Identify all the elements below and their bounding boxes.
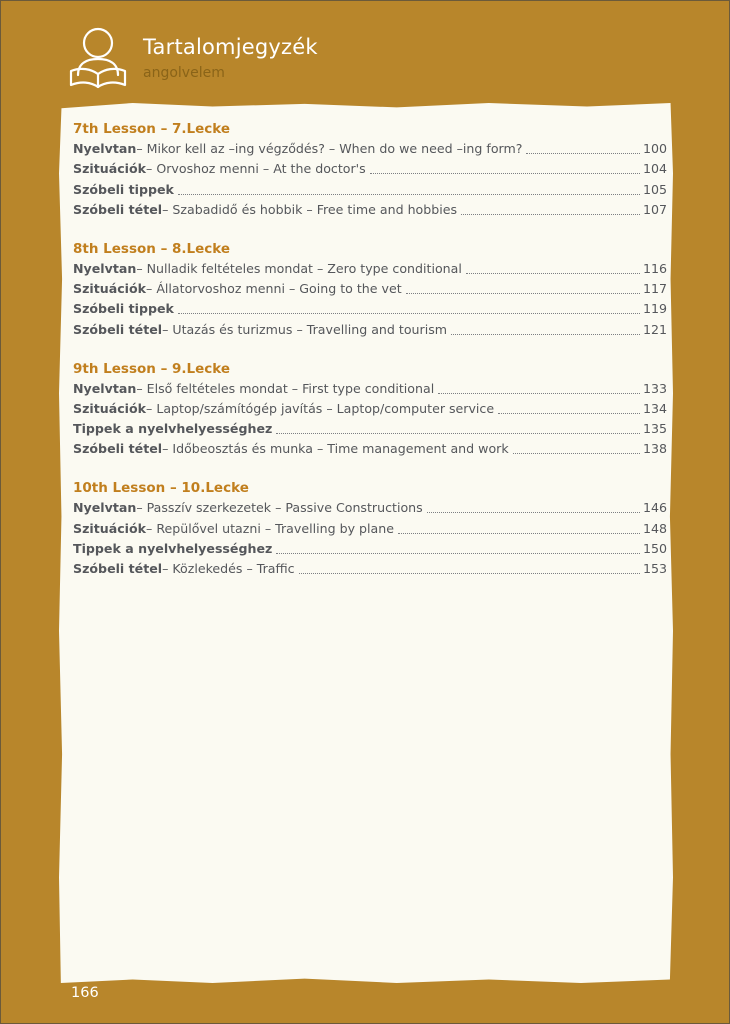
entry-label: Nyelvtan <box>73 260 137 276</box>
lesson-section <box>73 239 667 340</box>
entry-label: Nyelvtan <box>73 500 137 516</box>
toc-entry <box>73 399 667 419</box>
dot-leader <box>370 173 640 174</box>
toc-entry <box>73 159 667 179</box>
entry-text: – Közlekedés – Traffic <box>162 561 295 576</box>
entry-text: – Mikor kell az –ing végződés? – When do we need –ing form? <box>136 141 523 157</box>
entry-label: Szituációk <box>73 520 147 536</box>
page-number-ref: 153 <box>642 561 667 576</box>
entry-text: – Repülővel utazni – Travelling by plane <box>146 520 394 536</box>
page-number-ref: 117 <box>642 281 667 297</box>
page-number-ref: 135 <box>642 421 667 437</box>
toc-entry <box>73 498 667 518</box>
dot-leader <box>178 194 640 195</box>
dot-leader <box>398 533 640 534</box>
dot-leader <box>526 153 640 154</box>
table-of-contents <box>73 119 667 598</box>
toc-entry <box>73 179 667 199</box>
toc-entry <box>73 559 667 579</box>
dot-leader <box>466 273 640 274</box>
page-number-ref: 116 <box>642 260 667 276</box>
reading-person-icon <box>65 25 131 91</box>
page-number-ref: 134 <box>642 400 667 416</box>
entry-label: Szóbeli tétel <box>73 441 163 457</box>
page-number-ref: 105 <box>642 181 667 197</box>
brand-name: angolvelem <box>143 65 225 81</box>
toc-entry <box>73 299 667 319</box>
entry-label: Nyelvtan <box>73 380 137 396</box>
entry-label: Tippek a nyelvhelyességhez <box>73 421 273 437</box>
page-number-ref: 133 <box>642 380 667 396</box>
dot-leader <box>406 293 640 294</box>
entry-text: – Passzív szerkezetek – Passive Constructions <box>136 500 423 516</box>
toc-entry <box>73 439 667 459</box>
section-title: 10th Lesson – 10.Lecke <box>73 480 249 497</box>
toc-entry <box>73 379 667 399</box>
entry-label: Szóbeli tippek <box>73 301 174 317</box>
dot-leader <box>451 334 640 335</box>
entry-label: Szóbeli tippek <box>73 181 174 197</box>
entry-label: Tippek a nyelvhelyességhez <box>73 540 273 556</box>
lesson-section <box>73 359 667 460</box>
dot-leader <box>276 433 640 434</box>
entry-label: Szóbeli tétel <box>73 201 163 217</box>
section-title: 8th Lesson – 8.Lecke <box>73 240 231 257</box>
page-number-ref: 104 <box>642 161 667 177</box>
page-number-ref: 150 <box>642 540 667 556</box>
toc-entry <box>73 319 667 339</box>
page-number: 166 <box>71 985 99 1001</box>
toc-entry <box>73 279 667 299</box>
page-title: Tartalomjegyzék <box>143 35 318 59</box>
page-number-ref: 148 <box>642 520 667 536</box>
page-number-ref: 100 <box>642 141 667 157</box>
entry-text: – Laptop/számítógép javítás – Laptop/computer service <box>146 400 495 416</box>
dot-leader <box>438 393 640 394</box>
dot-leader <box>178 313 640 314</box>
toc-entry <box>73 518 667 538</box>
page-number-ref: 107 <box>642 201 667 217</box>
lesson-section <box>73 478 667 579</box>
entry-text: – Első feltételes mondat – First type conditional <box>136 380 435 396</box>
lesson-section <box>73 119 667 220</box>
entry-label: Szituációk <box>73 281 147 297</box>
entry-label: Szituációk <box>73 400 147 416</box>
page-number-ref: 146 <box>642 500 667 516</box>
dot-leader <box>461 214 640 215</box>
entry-text: – Szabadidő és hobbik – Free time and hobbies <box>162 201 458 217</box>
dot-leader <box>498 413 640 414</box>
entry-text: – Orvoshoz menni – At the doctor's <box>146 161 366 177</box>
dot-leader <box>299 573 640 574</box>
toc-entry <box>73 259 667 279</box>
section-title: 9th Lesson – 9.Lecke <box>73 360 231 377</box>
entry-label: Szituációk <box>73 161 147 177</box>
section-title: 7th Lesson – 7.Lecke <box>73 121 231 137</box>
page-number-ref: 119 <box>642 301 667 317</box>
dot-leader <box>276 553 640 554</box>
entry-label: Szóbeli tétel <box>73 561 163 576</box>
entry-text: – Időbeosztás és munka – Time management and work <box>162 441 509 457</box>
page-number-ref: 138 <box>642 441 667 457</box>
entry-text: – Nulladik feltételes mondat – Zero type conditional <box>136 260 462 276</box>
dot-leader <box>513 453 640 454</box>
toc-entry <box>73 139 667 159</box>
toc-entry <box>73 419 667 439</box>
entry-label: Szóbeli tétel <box>73 321 163 337</box>
entry-text: – Utazás és turizmus – Travelling and tourism <box>162 321 448 337</box>
page-number-ref: 121 <box>642 321 667 337</box>
toc-entry <box>73 539 667 559</box>
entry-text: – Állatorvoshoz menni – Going to the vet <box>146 281 402 297</box>
entry-label: Nyelvtan <box>73 141 137 157</box>
header <box>65 25 465 95</box>
dot-leader <box>427 512 640 513</box>
toc-entry <box>73 200 667 220</box>
